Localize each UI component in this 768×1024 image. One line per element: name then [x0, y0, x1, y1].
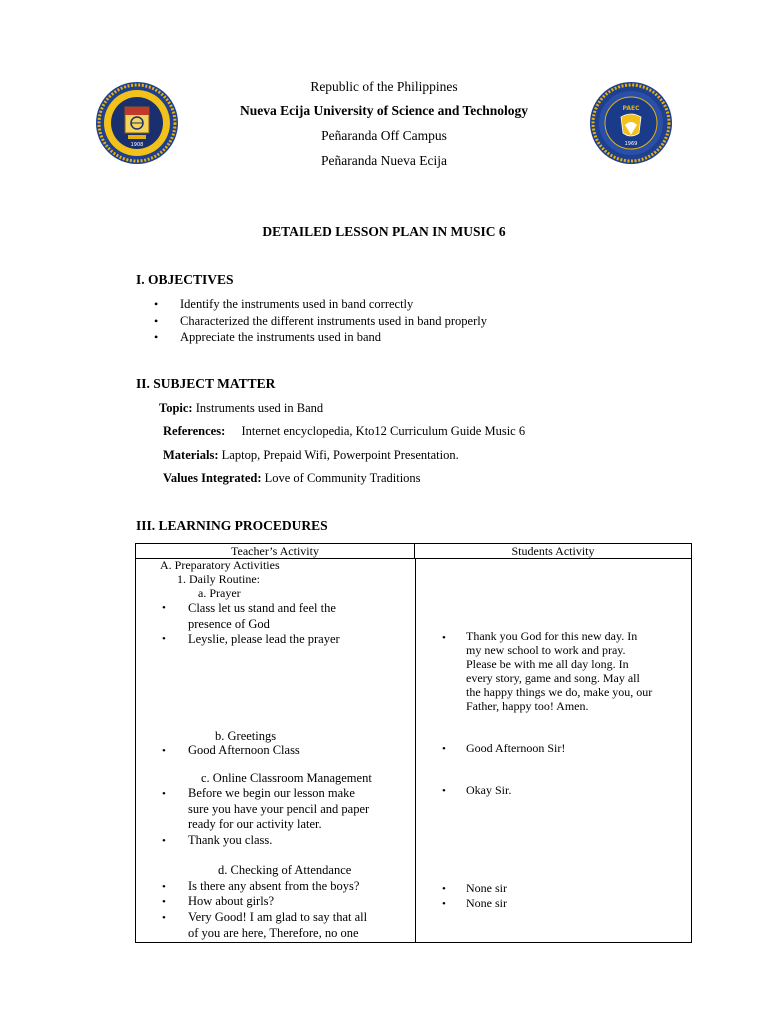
teacher-prayer-instruction-1: [188, 601, 336, 632]
student-none-boys: None sir: [466, 881, 507, 895]
text-line: the happy things we do, make you, our: [466, 685, 653, 699]
references-value: Internet encyclopedia, Kto12 Curriculum Guide Music 6: [241, 424, 526, 438]
text-line: Before we begin our lesson make: [188, 786, 355, 800]
bullet-icon: •: [442, 898, 446, 910]
student-none-girls: None sir: [466, 896, 507, 910]
bullet-icon: •: [442, 743, 446, 755]
teacher-management-instruction: [188, 786, 369, 833]
seal-left-year: 1908: [130, 142, 144, 148]
column-divider: [415, 559, 416, 942]
greetings-subheading: b. Greetings: [215, 729, 277, 743]
teacher-thank-you: Thank you class.: [188, 833, 273, 847]
bullet-icon: •: [162, 912, 166, 924]
objective-item: [154, 329, 487, 346]
teacher-greeting: Good Afternoon Class: [188, 743, 300, 757]
bullet-icon: •: [162, 881, 166, 893]
bullet-icon: •: [442, 785, 446, 797]
bullet-icon: •: [154, 313, 159, 328]
references-label: References:: [163, 424, 226, 438]
references-row: [163, 424, 525, 439]
procedures-table: [135, 543, 692, 943]
topic-row: [159, 401, 323, 416]
objective-text: Characterized the different instruments used in band properly: [180, 313, 487, 328]
bullet-icon: •: [154, 297, 159, 311]
text-line: my new school to work and pray.: [466, 643, 626, 657]
topic-label: Topic:: [159, 401, 193, 415]
objective-item: [154, 313, 487, 330]
text-line: ready for our activity later.: [188, 817, 322, 831]
bullet-icon: •: [162, 602, 166, 614]
online-classroom-subheading: c. Online Classroom Management: [201, 771, 372, 785]
materials-row: [163, 448, 459, 463]
objectives-heading: I. OBJECTIVES: [136, 272, 234, 287]
bullet-icon: •: [162, 835, 166, 847]
values-value: Love of Community Traditions: [264, 471, 421, 485]
preparatory-activities: A. Preparatory Activities: [160, 558, 280, 572]
teacher-attendance-q2: How about girls?: [188, 894, 275, 908]
subject-matter-heading: II. SUBJECT MATTER: [136, 376, 276, 391]
daily-routine: 1. Daily Routine:: [177, 572, 260, 586]
seal-right-label: PAEC: [622, 105, 640, 112]
student-greeting: Good Afternoon Sir!: [466, 741, 566, 755]
text-line: every story, game and song. May all: [466, 671, 640, 685]
text-line: Father, happy too! Amen.: [466, 699, 589, 713]
student-prayer: [466, 629, 652, 713]
teacher-activity-header: Teacher’s Activity: [136, 544, 415, 559]
bullet-icon: •: [442, 883, 446, 895]
attendance-subheading: d. Checking of Attendance: [218, 863, 352, 877]
topic-value: Instruments used in Band: [195, 401, 324, 415]
bullet-icon: •: [162, 788, 166, 800]
text-line: presence of God: [188, 616, 270, 631]
objective-text: Appreciate the instruments used in band: [180, 330, 381, 344]
prayer-subheading: a. Prayer: [198, 586, 241, 600]
teacher-attendance-q1: Is there any absent from the boys?: [188, 879, 360, 893]
students-activity-header: Students Activity: [415, 544, 691, 559]
materials-label: Materials:: [163, 448, 219, 462]
text-line: Thank you God for this new day. In: [466, 629, 638, 643]
seal-right-year: 1969: [624, 141, 638, 147]
materials-value: Laptop, Prepaid Wifi, Powerpoint Presentation.: [221, 448, 459, 462]
text-line: Very Good! I am glad to say that all: [188, 910, 368, 924]
objective-item: [154, 296, 487, 313]
header-republic: Republic of the Philippines: [310, 79, 458, 94]
objectives-list: [154, 296, 487, 346]
objective-text: Identify the instruments used in band correctly: [180, 297, 414, 311]
document-title: DETAILED LESSON PLAN IN MUSIC 6: [262, 224, 506, 239]
header-location: Peñaranda Nueva Ecija: [321, 153, 447, 168]
text-line: Class let us stand and feel the: [188, 601, 336, 615]
header-campus: Peñaranda Off Campus: [321, 128, 447, 143]
bullet-icon: •: [162, 633, 166, 645]
bullet-icon: •: [162, 896, 166, 908]
values-row: [163, 471, 421, 486]
teacher-prayer-instruction-2: Leyslie, please lead the prayer: [188, 632, 340, 646]
bullet-icon: •: [162, 745, 166, 757]
text-line: sure you have your pencil and paper: [188, 801, 370, 816]
learning-procedures-heading: III. LEARNING PROCEDURES: [136, 518, 328, 533]
bullet-icon: •: [442, 632, 446, 644]
header-university: Nueva Ecija University of Science and Technology: [239, 103, 528, 118]
bullet-icon: •: [154, 330, 159, 344]
teacher-attendance-remark: [188, 910, 367, 941]
text-line: of you are here, Therefore, no one: [188, 925, 359, 940]
text-line: Please be with me all day long. In: [466, 657, 629, 671]
values-label: Values Integrated:: [163, 471, 262, 485]
student-okay: Okay Sir.: [466, 783, 512, 797]
